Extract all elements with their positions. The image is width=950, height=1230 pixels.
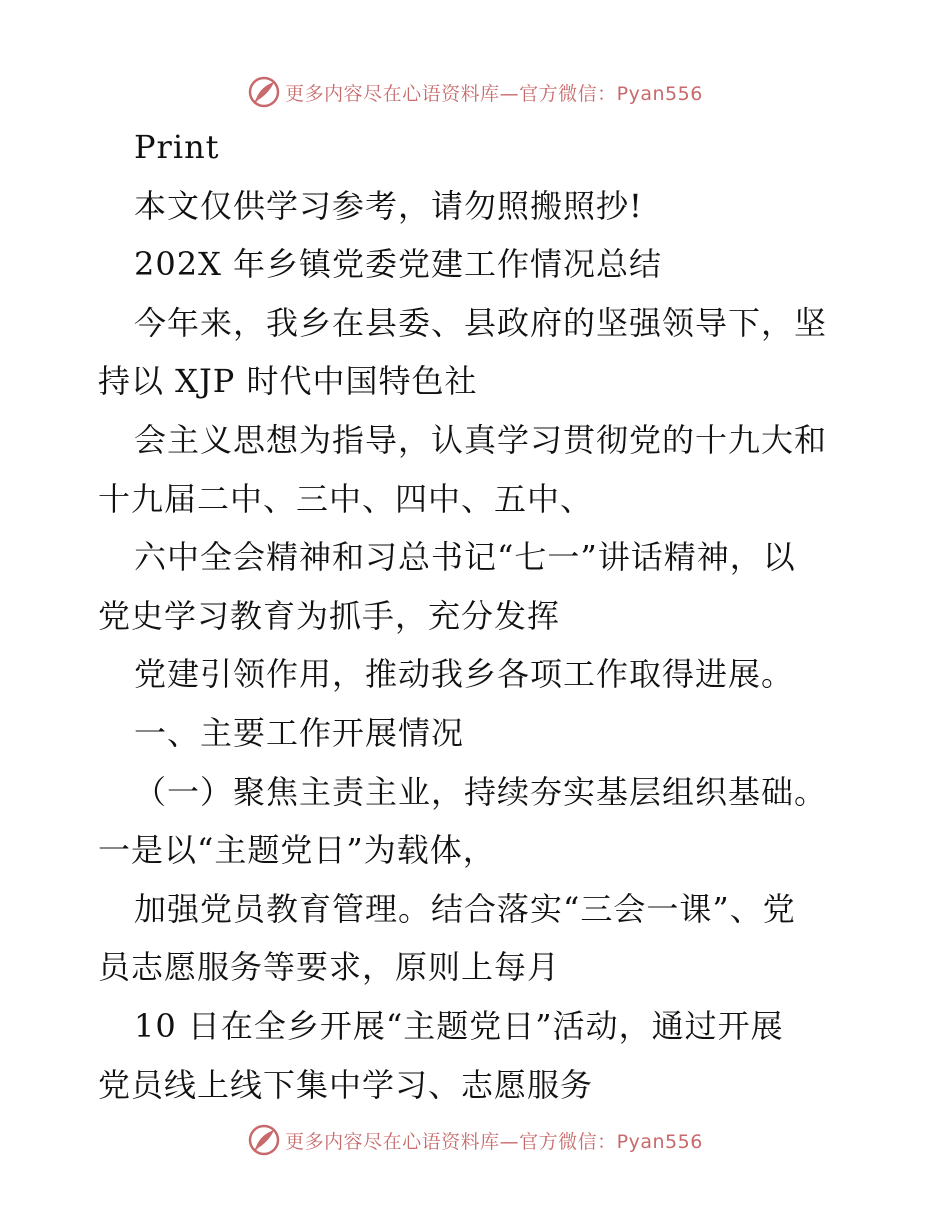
footer-watermark	[0, 1120, 950, 1160]
body-line: 十九届二中、三中、四中、五中、	[98, 479, 594, 518]
quill-logo-icon	[247, 1123, 281, 1157]
subsection-heading: （一）聚焦主责主业，持续夯实基层组织基础。	[134, 772, 828, 811]
watermark-text: 更多内容尽在心语资料库—官方微信：Pyan556	[285, 1130, 703, 1153]
body-line: Print	[134, 128, 220, 166]
header-watermark	[0, 72, 950, 112]
document-title: 202X 年乡镇党委党建工作情况总结	[134, 245, 663, 284]
body-line: 员志愿服务等要求，原则上每月	[98, 948, 561, 987]
quill-logo-icon	[247, 75, 281, 109]
body-line: 会主义思想为指导，认真学习贯彻党的十九大和	[134, 420, 828, 459]
body-line: 党员线上线下集中学习、志愿服务	[98, 1065, 594, 1104]
body-line: 六中全会精神和习总书记“七一”讲话精神，以	[134, 538, 796, 577]
body-line: 一是以“主题党日”为载体，	[98, 831, 496, 870]
body-line: 加强党员教育管理。结合落实“三会一课”、党	[134, 889, 796, 928]
watermark-text: 更多内容尽在心语资料库—官方微信：Pyan556	[285, 82, 703, 105]
body-line: 党建引领作用，推动我乡各项工作取得进展。	[134, 655, 795, 694]
document-body	[0, 118, 950, 1114]
body-line: 党史学习教育为抓手，充分发挥	[98, 596, 561, 635]
body-line: 今年来，我乡在县委、县政府的坚强领导下，坚	[134, 303, 828, 342]
section-heading: 一、主要工作开展情况	[134, 713, 465, 752]
body-line: 持以 XJP 时代中国特色社	[98, 362, 478, 401]
body-line: 本文仅供学习参考，请勿照搬照抄!	[134, 186, 643, 225]
body-line: 10 日在全乡开展“主题党日”活动，通过开展	[134, 1006, 784, 1045]
